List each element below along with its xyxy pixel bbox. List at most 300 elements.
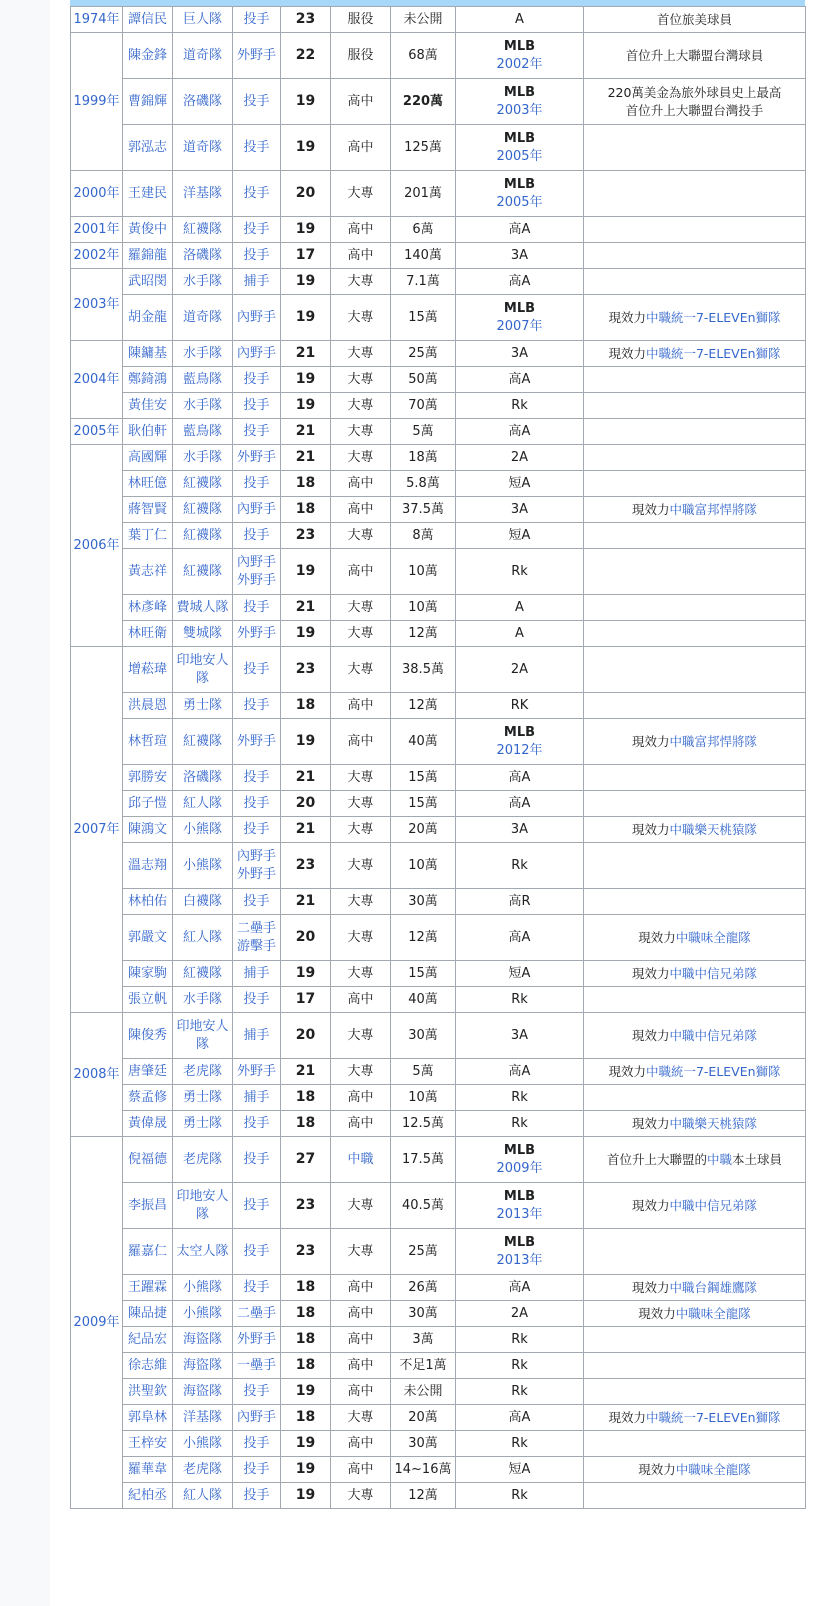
- signing-bonus-cell: 12.5萬: [391, 1111, 456, 1137]
- position-link[interactable]: 投手: [233, 523, 281, 549]
- player-name-link[interactable]: 倪福德: [123, 1137, 173, 1183]
- education-cell: 大專: [331, 621, 391, 647]
- note-cell: [584, 647, 806, 693]
- education-cell: 高中: [331, 243, 391, 269]
- year-cell[interactable]: 2004年: [71, 341, 123, 419]
- position-link[interactable]: [233, 843, 281, 889]
- year-cell[interactable]: 2001年: [71, 217, 123, 243]
- team-link[interactable]: 紅人隊: [173, 1483, 233, 1509]
- mlb-label: MLB: [503, 1142, 536, 1158]
- age-cell: 19: [281, 217, 331, 243]
- team-link[interactable]: 紅襪隊: [173, 549, 233, 595]
- player-name-link[interactable]: 陳家駒: [123, 961, 173, 987]
- position-link[interactable]: 外野手: [233, 1059, 281, 1085]
- team-link[interactable]: 小熊隊: [173, 843, 233, 889]
- note-prefix: 現效力: [608, 310, 646, 325]
- education-cell: 大專: [331, 341, 391, 367]
- position-link[interactable]: 外野手: [233, 1327, 281, 1353]
- team-link[interactable]: 紅人隊: [173, 791, 233, 817]
- position-line2[interactable]: 外野手: [236, 866, 276, 882]
- mlb-debut-year-link[interactable]: 2007年: [496, 318, 543, 334]
- player-name-link[interactable]: 徐志維: [123, 1353, 173, 1379]
- team-link[interactable]: 雙城隊: [173, 621, 233, 647]
- team-link[interactable]: [173, 1013, 233, 1059]
- team-link-line1[interactable]: 印地安人: [176, 652, 229, 668]
- cpbl-team-link[interactable]: 中職中信兄弟隊: [669, 1028, 758, 1043]
- position-link[interactable]: 捕手: [233, 1013, 281, 1059]
- signing-bonus-cell: 30萬: [391, 1431, 456, 1457]
- table-row: [71, 295, 806, 341]
- team-link[interactable]: 水手隊: [173, 393, 233, 419]
- mlb-label: MLB: [503, 130, 536, 146]
- team-link[interactable]: 藍鳥隊: [173, 367, 233, 393]
- note-cell: [584, 269, 806, 295]
- signing-bonus-cell: 18萬: [391, 445, 456, 471]
- team-link[interactable]: 費城人隊: [173, 595, 233, 621]
- note-cell: [584, 1353, 806, 1379]
- player-name-link[interactable]: 高國輝: [123, 445, 173, 471]
- age-cell: 21: [281, 765, 331, 791]
- note-cell: [584, 1379, 806, 1405]
- signing-bonus-cell: 30萬: [391, 1013, 456, 1059]
- position-link[interactable]: 投手: [233, 1229, 281, 1275]
- team-link[interactable]: 老虎隊: [173, 1137, 233, 1183]
- player-name-link[interactable]: 蔡孟修: [123, 1085, 173, 1111]
- cpbl-team-link[interactable]: 中職味全龍隊: [675, 1306, 751, 1321]
- position-link[interactable]: 外野手: [233, 719, 281, 765]
- player-name-link[interactable]: 譚信民: [123, 7, 173, 33]
- player-name-link[interactable]: 耿伯軒: [123, 419, 173, 445]
- position-link[interactable]: 投手: [233, 987, 281, 1013]
- team-link[interactable]: [173, 1183, 233, 1229]
- team-link-line2[interactable]: 隊: [195, 1036, 209, 1052]
- mlb-debut-year-link[interactable]: 2012年: [496, 742, 543, 758]
- position-link[interactable]: 投手: [233, 217, 281, 243]
- position-link[interactable]: 捕手: [233, 1085, 281, 1111]
- player-name-link[interactable]: 羅華韋: [123, 1457, 173, 1483]
- player-name-link[interactable]: 洪聖欽: [123, 1379, 173, 1405]
- signing-bonus-cell: 40萬: [391, 719, 456, 765]
- education-cell: 大專: [331, 445, 391, 471]
- player-name-link[interactable]: 林旺衛: [123, 621, 173, 647]
- player-name-link[interactable]: 王躍霖: [123, 1275, 173, 1301]
- player-name-link[interactable]: 林彥峰: [123, 595, 173, 621]
- age-cell: 19: [281, 125, 331, 171]
- team-link[interactable]: 紅襪隊: [173, 719, 233, 765]
- signing-bonus-cell: 未公開: [391, 7, 456, 33]
- education-cell: 高中: [331, 79, 391, 125]
- highest-level-cell: [456, 171, 584, 217]
- cpbl-team-link[interactable]: 中職中信兄弟隊: [669, 966, 758, 981]
- team-link[interactable]: 紅襪隊: [173, 217, 233, 243]
- signing-bonus-cell: 15萬: [391, 961, 456, 987]
- position-line1[interactable]: 內野手: [236, 554, 276, 570]
- position-link[interactable]: 投手: [233, 393, 281, 419]
- note-cell: [584, 171, 806, 217]
- bonus-bold: 220萬: [402, 94, 444, 109]
- table-row: [71, 693, 806, 719]
- player-name-link[interactable]: 張立帆: [123, 987, 173, 1013]
- team-link-line1[interactable]: 印地安人: [176, 1188, 229, 1204]
- year-cell[interactable]: 2002年: [71, 243, 123, 269]
- note-prefix: 現效力: [638, 1462, 676, 1477]
- cpbl-team-link[interactable]: 中職台鋼雄鷹隊: [669, 1280, 758, 1295]
- player-name-link[interactable]: 紀柏丞: [123, 1483, 173, 1509]
- year-cell[interactable]: 2007年: [71, 647, 123, 1013]
- position-link[interactable]: 投手: [233, 243, 281, 269]
- position-link[interactable]: 投手: [233, 7, 281, 33]
- year-cell[interactable]: 2000年: [71, 171, 123, 217]
- position-line1[interactable]: 二壘手: [236, 920, 276, 936]
- highest-level-cell: [456, 1183, 584, 1229]
- note-prefix: 現效力: [608, 346, 646, 361]
- signing-bonus-cell: 201萬: [391, 171, 456, 217]
- team-link[interactable]: 小熊隊: [173, 1275, 233, 1301]
- year-cell[interactable]: 1999年: [71, 33, 123, 171]
- note-cell: [584, 961, 806, 987]
- education-cell: 高中: [331, 1111, 391, 1137]
- age-cell: 18: [281, 471, 331, 497]
- education-cell: 高中: [331, 1457, 391, 1483]
- highest-level-cell: [456, 295, 584, 341]
- team-link[interactable]: 白襪隊: [173, 889, 233, 915]
- team-link[interactable]: 小熊隊: [173, 1301, 233, 1327]
- team-link[interactable]: 老虎隊: [173, 1059, 233, 1085]
- position-link[interactable]: 投手: [233, 595, 281, 621]
- team-link[interactable]: 勇士隊: [173, 1085, 233, 1111]
- cpbl-team-link[interactable]: 中職味全龍隊: [675, 930, 751, 945]
- education-cell: 高中: [331, 125, 391, 171]
- position-link[interactable]: 投手: [233, 1111, 281, 1137]
- age-cell: 27: [281, 1137, 331, 1183]
- note-prefix: 現效力: [631, 1116, 670, 1131]
- player-name-link[interactable]: 溫志翔: [123, 843, 173, 889]
- highest-level-cell: Rk: [456, 987, 584, 1013]
- player-name-link[interactable]: 增菘瑋: [123, 647, 173, 693]
- highest-level-cell: 高A: [456, 269, 584, 295]
- position-link[interactable]: 投手: [233, 1183, 281, 1229]
- note-cell: [584, 1405, 806, 1431]
- team-link-line1[interactable]: 印地安人: [176, 1018, 229, 1034]
- table-row: [71, 961, 806, 987]
- signing-bonus-cell: 12萬: [391, 693, 456, 719]
- player-name-link[interactable]: 邱子愷: [123, 791, 173, 817]
- age-cell: 21: [281, 419, 331, 445]
- mlb-label: MLB: [503, 176, 536, 192]
- cpbl-team-link[interactable]: 中職富邦悍將隊: [669, 502, 758, 517]
- position-link[interactable]: 投手: [233, 693, 281, 719]
- cpbl-team-link[interactable]: 中職樂天桃猿隊: [669, 822, 758, 837]
- team-link[interactable]: 紅人隊: [173, 915, 233, 961]
- position-link[interactable]: 投手: [233, 1137, 281, 1183]
- team-link[interactable]: 洛磯隊: [173, 243, 233, 269]
- team-link[interactable]: 勇士隊: [173, 1111, 233, 1137]
- age-cell: 23: [281, 523, 331, 549]
- team-link[interactable]: 水手隊: [173, 987, 233, 1013]
- team-link[interactable]: 洛磯隊: [173, 765, 233, 791]
- team-link[interactable]: 水手隊: [173, 341, 233, 367]
- mlb-debut-year-link[interactable]: 2003年: [496, 102, 543, 118]
- education-cell: 高中: [331, 497, 391, 523]
- position-link[interactable]: 投手: [233, 367, 281, 393]
- player-name-link[interactable]: 洪晨恩: [123, 693, 173, 719]
- table-row: [71, 217, 806, 243]
- age-cell: 19: [281, 393, 331, 419]
- age-cell: 18: [281, 497, 331, 523]
- player-name-link[interactable]: 黃偉晟: [123, 1111, 173, 1137]
- highest-level-cell: 高A: [456, 791, 584, 817]
- team-link[interactable]: 紅襪隊: [173, 471, 233, 497]
- position-link[interactable]: 二壘手: [233, 1301, 281, 1327]
- note-cell: [584, 621, 806, 647]
- position-link[interactable]: 內野手: [233, 341, 281, 367]
- mlb-debut-year-link[interactable]: 2002年: [496, 56, 543, 72]
- position-link[interactable]: 投手: [233, 889, 281, 915]
- player-name-link[interactable]: 黃佳安: [123, 393, 173, 419]
- player-name-link[interactable]: 羅錦龍: [123, 243, 173, 269]
- team-link[interactable]: 小熊隊: [173, 1431, 233, 1457]
- note-prefix: 現效力: [631, 1280, 670, 1295]
- year-cell[interactable]: 2003年: [71, 269, 123, 341]
- team-link[interactable]: 海盜隊: [173, 1353, 233, 1379]
- team-link[interactable]: 海盜隊: [173, 1379, 233, 1405]
- age-cell: 19: [281, 1379, 331, 1405]
- team-link[interactable]: 紅襪隊: [173, 523, 233, 549]
- position-link[interactable]: [233, 549, 281, 595]
- cpbl-team-link[interactable]: 中職統一7-ELEVEn獅隊: [645, 1064, 781, 1079]
- team-link[interactable]: 太空人隊: [173, 1229, 233, 1275]
- highest-level-cell: 3A: [456, 817, 584, 843]
- note-line1: 220萬美金為旅外球員史上最高: [607, 84, 782, 100]
- position-link[interactable]: 投手: [233, 817, 281, 843]
- team-link[interactable]: 紅襪隊: [173, 497, 233, 523]
- player-name-link[interactable]: 黃俊中: [123, 217, 173, 243]
- education-cell: 大專: [331, 817, 391, 843]
- position-link[interactable]: 投手: [233, 1379, 281, 1405]
- mlb-debut-year-link[interactable]: 2013年: [496, 1206, 543, 1222]
- note-cell: [584, 419, 806, 445]
- highest-level-cell: 高A: [456, 1405, 584, 1431]
- position-link[interactable]: [233, 915, 281, 961]
- year-cell[interactable]: 2005年: [71, 419, 123, 445]
- position-link[interactable]: 外野手: [233, 445, 281, 471]
- education-cell: 大專: [331, 961, 391, 987]
- player-name-link[interactable]: 林哲瑄: [123, 719, 173, 765]
- position-link[interactable]: 投手: [233, 471, 281, 497]
- age-cell: 19: [281, 79, 331, 125]
- team-link[interactable]: 勇士隊: [173, 693, 233, 719]
- education-cell[interactable]: 中職: [331, 1137, 391, 1183]
- team-link[interactable]: 道奇隊: [173, 125, 233, 171]
- player-name-link[interactable]: 郭泓志: [123, 125, 173, 171]
- team-link[interactable]: 海盜隊: [173, 1327, 233, 1353]
- team-link[interactable]: 道奇隊: [173, 295, 233, 341]
- year-cell[interactable]: 1974年: [71, 7, 123, 33]
- highest-level-cell: 2A: [456, 1301, 584, 1327]
- mlb-label: MLB: [503, 1188, 536, 1204]
- position-line2[interactable]: 外野手: [236, 572, 276, 588]
- table-row: [71, 1301, 806, 1327]
- note-cell: [584, 549, 806, 595]
- team-link[interactable]: 洋基隊: [173, 171, 233, 217]
- highest-level-cell: 高A: [456, 1275, 584, 1301]
- team-link[interactable]: 道奇隊: [173, 33, 233, 79]
- position-link[interactable]: 內野手: [233, 295, 281, 341]
- position-link[interactable]: 投手: [233, 79, 281, 125]
- position-link[interactable]: 內野手: [233, 1405, 281, 1431]
- player-name-link[interactable]: 唐肇廷: [123, 1059, 173, 1085]
- cpbl-team-link[interactable]: 中職樂天桃猿隊: [669, 1116, 758, 1131]
- cpbl-team-link[interactable]: 中職統一7-ELEVEn獅隊: [645, 1410, 781, 1425]
- table-row: [71, 1405, 806, 1431]
- position-link[interactable]: 外野手: [233, 621, 281, 647]
- player-name-link[interactable]: 陳鏞基: [123, 341, 173, 367]
- age-cell: 19: [281, 719, 331, 765]
- note-cell: [584, 1483, 806, 1509]
- player-name-link[interactable]: 郭勝安: [123, 765, 173, 791]
- team-link-line2[interactable]: 隊: [195, 1206, 209, 1222]
- player-name-link[interactable]: 黃志祥: [123, 549, 173, 595]
- left-margin: [0, 0, 50, 1606]
- cpbl-team-link[interactable]: 中職味全龍隊: [675, 1462, 751, 1477]
- cpbl-team-link[interactable]: 中職統一7-ELEVEn獅隊: [645, 346, 781, 361]
- position-link[interactable]: 投手: [233, 647, 281, 693]
- team-link[interactable]: 水手隊: [173, 445, 233, 471]
- age-cell: 19: [281, 295, 331, 341]
- player-name-link[interactable]: 羅嘉仁: [123, 1229, 173, 1275]
- age-cell: 18: [281, 693, 331, 719]
- position-link[interactable]: 投手: [233, 1483, 281, 1509]
- table-row: [71, 719, 806, 765]
- position-link[interactable]: 一壘手: [233, 1353, 281, 1379]
- highest-level-cell: [456, 719, 584, 765]
- mlb-debut-year-link[interactable]: 2005年: [496, 148, 543, 164]
- player-name-link[interactable]: 紀品宏: [123, 1327, 173, 1353]
- player-name-link[interactable]: 胡金龍: [123, 295, 173, 341]
- position-link[interactable]: 投手: [233, 791, 281, 817]
- player-name-link[interactable]: 林旺億: [123, 471, 173, 497]
- position-link[interactable]: 捕手: [233, 269, 281, 295]
- highest-level-cell: Rk: [456, 549, 584, 595]
- cpbl-team-link[interactable]: 中職: [706, 1152, 732, 1167]
- player-name-link[interactable]: 曹錦輝: [123, 79, 173, 125]
- player-name-link[interactable]: 陳品捷: [123, 1301, 173, 1327]
- cpbl-team-link[interactable]: 中職中信兄弟隊: [669, 1198, 758, 1213]
- position-link[interactable]: 投手: [233, 765, 281, 791]
- player-name-link[interactable]: 陳鴻文: [123, 817, 173, 843]
- player-name-link[interactable]: 蔣智賢: [123, 497, 173, 523]
- player-name-link[interactable]: 林柏佑: [123, 889, 173, 915]
- cpbl-team-link[interactable]: 中職富邦悍將隊: [669, 734, 758, 749]
- signing-bonus-cell: 15萬: [391, 765, 456, 791]
- age-cell: 18: [281, 1327, 331, 1353]
- position-link[interactable]: 內野手: [233, 497, 281, 523]
- education-cell: 高中: [331, 1085, 391, 1111]
- signing-bonus-cell: 25萬: [391, 341, 456, 367]
- mlb-debut-year-link[interactable]: 2013年: [496, 1252, 543, 1268]
- table-row: [71, 1059, 806, 1085]
- position-link[interactable]: 投手: [233, 1457, 281, 1483]
- age-cell: 17: [281, 987, 331, 1013]
- table-row: [71, 79, 806, 125]
- note-cell: [584, 1457, 806, 1483]
- player-name-link[interactable]: 郭阜林: [123, 1405, 173, 1431]
- mlb-label: MLB: [503, 84, 536, 100]
- team-link[interactable]: 水手隊: [173, 269, 233, 295]
- team-link-line2[interactable]: 隊: [195, 670, 209, 686]
- note-cell: [584, 693, 806, 719]
- team-link[interactable]: 巨人隊: [173, 7, 233, 33]
- year-cell[interactable]: 2008年: [71, 1013, 123, 1137]
- position-link[interactable]: 投手: [233, 171, 281, 217]
- position-link[interactable]: 投手: [233, 125, 281, 171]
- signing-bonus-cell: 12萬: [391, 1483, 456, 1509]
- table-row: [71, 1353, 806, 1379]
- team-link[interactable]: 小熊隊: [173, 817, 233, 843]
- age-cell: 23: [281, 1183, 331, 1229]
- team-link[interactable]: 老虎隊: [173, 1457, 233, 1483]
- team-link[interactable]: 紅襪隊: [173, 961, 233, 987]
- education-cell: 大專: [331, 595, 391, 621]
- team-link[interactable]: 藍鳥隊: [173, 419, 233, 445]
- year-cell[interactable]: 2009年: [71, 1137, 123, 1509]
- mlb-debut-year-link[interactable]: 2009年: [496, 1160, 543, 1176]
- team-link[interactable]: [173, 647, 233, 693]
- player-name-link[interactable]: 李振昌: [123, 1183, 173, 1229]
- highest-level-cell: 3A: [456, 243, 584, 269]
- table-row: [71, 7, 806, 33]
- education-cell: 大專: [331, 393, 391, 419]
- player-name-link[interactable]: 武昭閔: [123, 269, 173, 295]
- team-link[interactable]: 洛磯隊: [173, 79, 233, 125]
- position-link[interactable]: 投手: [233, 419, 281, 445]
- highest-level-cell: 3A: [456, 341, 584, 367]
- mlb-debut-year-link[interactable]: 2005年: [496, 194, 543, 210]
- note-prefix: 現效力: [608, 1064, 646, 1079]
- position-link[interactable]: 投手: [233, 1275, 281, 1301]
- highest-level-cell: [456, 33, 584, 79]
- table-row: [71, 889, 806, 915]
- player-name-link[interactable]: 陳俊秀: [123, 1013, 173, 1059]
- year-cell[interactable]: 2006年: [71, 445, 123, 647]
- position-line2[interactable]: 游擊手: [236, 938, 276, 954]
- player-name-link[interactable]: 王建民: [123, 171, 173, 217]
- position-link[interactable]: 投手: [233, 1431, 281, 1457]
- age-cell: 19: [281, 269, 331, 295]
- note-cell: [584, 445, 806, 471]
- signing-bonus-cell: 17.5萬: [391, 1137, 456, 1183]
- player-name-link[interactable]: 葉丁仁: [123, 523, 173, 549]
- table-row: [71, 497, 806, 523]
- highest-level-cell: 2A: [456, 445, 584, 471]
- position-link[interactable]: 捕手: [233, 961, 281, 987]
- age-cell: 23: [281, 843, 331, 889]
- cpbl-team-link[interactable]: 中職統一7-ELEVEn獅隊: [645, 310, 781, 325]
- position-link[interactable]: 外野手: [233, 33, 281, 79]
- player-name-link[interactable]: 鄭錡鴻: [123, 367, 173, 393]
- note-prefix: 現效力: [638, 930, 676, 945]
- player-name-link[interactable]: 王梓安: [123, 1431, 173, 1457]
- highest-level-cell: 高A: [456, 915, 584, 961]
- player-name-link[interactable]: 郭嚴文: [123, 915, 173, 961]
- player-name-link[interactable]: 陳金鋒: [123, 33, 173, 79]
- team-link[interactable]: 洋基隊: [173, 1405, 233, 1431]
- note-prefix: 首位升上大聯盟的: [606, 1152, 707, 1167]
- education-cell: 大專: [331, 1405, 391, 1431]
- signing-bonus-cell: 12萬: [391, 621, 456, 647]
- position-line1[interactable]: 內野手: [236, 848, 276, 864]
- age-cell: 23: [281, 647, 331, 693]
